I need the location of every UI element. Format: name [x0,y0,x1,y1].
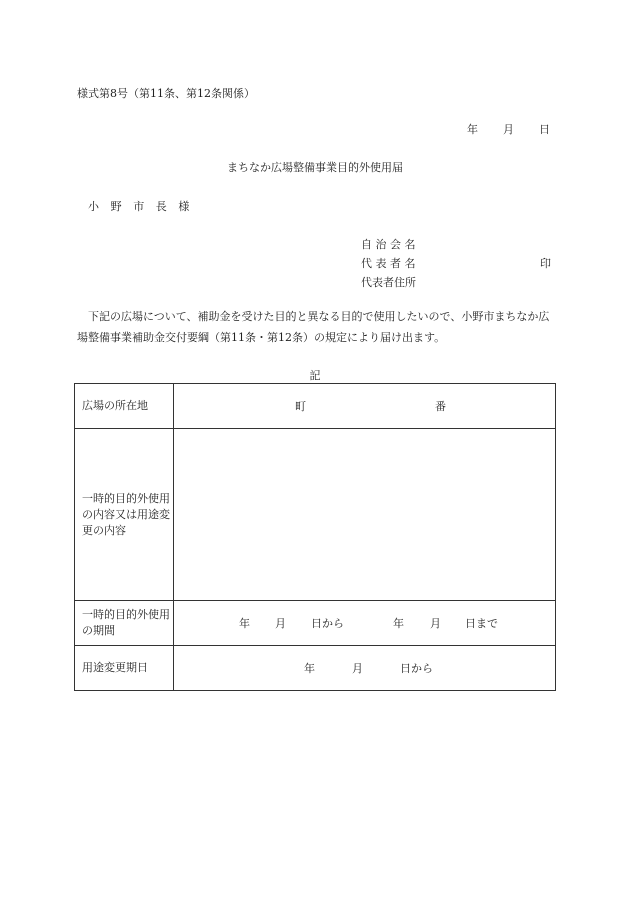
period-row [75,601,556,646]
period-from-year: 年 [239,617,250,630]
period-from-month: 月 [275,617,286,630]
period-field[interactable] [174,601,556,646]
period-to-month: 月 [430,617,441,630]
record-mark: 記 [309,369,321,382]
date-month-label: 月 [503,123,514,136]
representative-address-row [361,274,551,290]
content-row [75,429,556,601]
addressee: 小 野 市 長 様 [88,200,190,213]
notification-table [74,383,556,691]
date-year-label: 年 [467,123,478,136]
change-date-row [75,646,556,691]
representative-name-label: 代 表 者 名 [361,257,416,270]
form-number: 様式第8号（第11条、第12条関係） [77,87,255,100]
period-to-year: 年 [393,617,404,630]
change-date-year: 年 [304,662,315,675]
content-label: 一時的目的外使用の内容又は用途変更の内容 [75,429,174,601]
change-date-month: 月 [352,662,363,675]
change-date-field[interactable] [174,646,556,691]
association-name-row [361,236,551,252]
document-title: まちなか広場整備事業目的外使用届 [227,161,403,174]
location-label: 広場の所在地 [75,384,174,429]
body-text: 下記の広場について、補助金を受けた目的と異なる目的で使用したいので、小野市まちなか広場整備事業補助金交付要綱（第11条・第12条）の規定により届け出ます。 [77,310,550,344]
change-date-day: 日から [400,662,433,675]
change-date-label: 用途変更期日 [75,646,174,691]
representative-name-row [361,255,551,271]
content-field[interactable] [174,429,556,601]
date-day-label: 日 [539,123,550,136]
seal-mark: 印 [540,257,551,270]
period-from-day: 日から [311,617,344,630]
association-name-label: 自 治 会 名 [361,238,416,251]
representative-address-label: 代表者住所 [361,276,416,289]
location-field[interactable] [174,384,556,429]
town-label: 町 [295,400,306,413]
lot-number-label: 番 [435,400,446,413]
period-to-day: 日まで [465,617,498,630]
period-label: 一時的目的外使用の期間 [75,601,174,646]
location-row [75,384,556,429]
date-line [0,121,630,137]
